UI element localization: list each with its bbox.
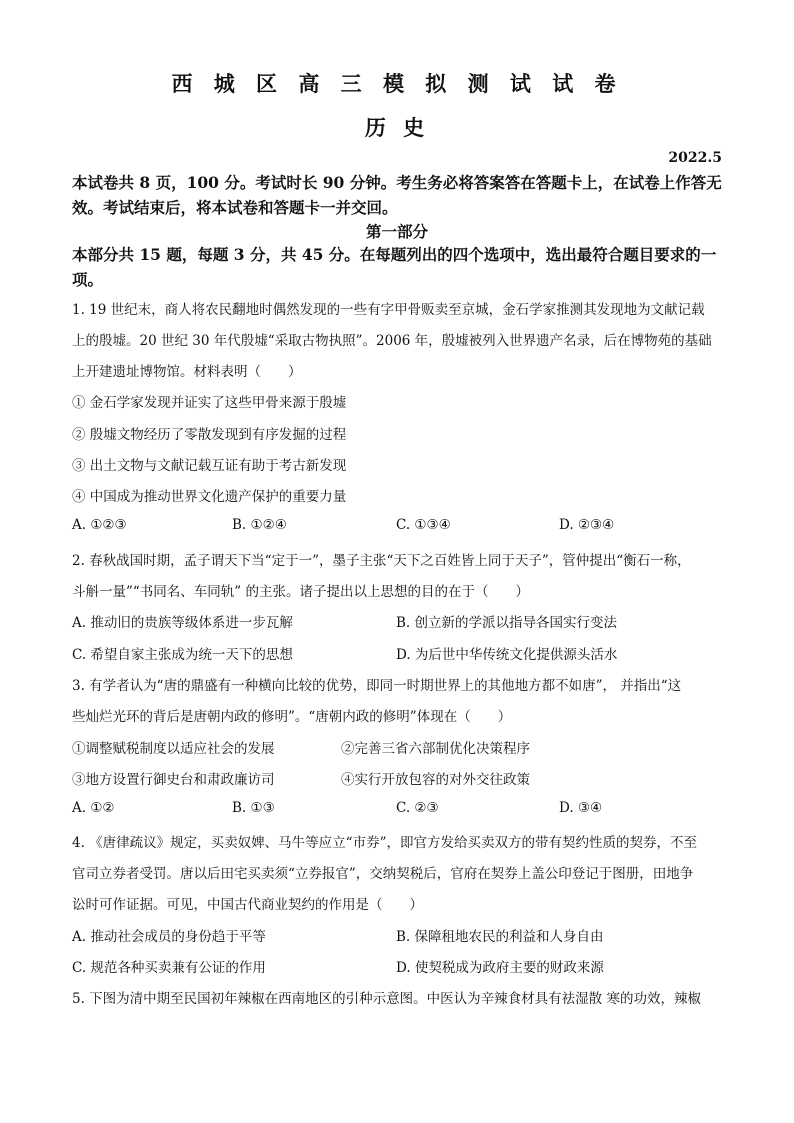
q1-stem-line: 上的殷墟。20 世纪 30 年代殷墟“采取古物执照”。2006 年，殷墟被列入世界遗产名录，后在博物苑的基础	[72, 333, 712, 349]
q2-option-c: C. 希望自家主张成为统一天下的思想	[72, 647, 293, 663]
q4-stem-line: 讼时可作证据。可见，中国古代商业契约的作用是（ ）	[72, 897, 423, 913]
q1-option-d: D. ②③④	[559, 517, 615, 533]
q4-stem-line: 4. 《唐律疏议》规定，买卖奴婢、马牛等应立“市券”，即官方发给买卖双方的带有契约性质的契券，不至	[72, 835, 697, 851]
q1-statement: ① 金石学家发现并证实了这些甲骨来源于殷墟	[72, 395, 347, 411]
q1-option-b: B. ①②④	[232, 517, 287, 533]
part-title: 第一部分	[365, 222, 428, 241]
q3-option-d: D. ③④	[559, 800, 603, 816]
q2-option-b: B. 创立新的学派以指导各国实行变法	[396, 615, 618, 631]
q2-option-a: A. 推动旧的贵族等级体系进一步瓦解	[72, 615, 293, 631]
q2-option-d: D. 为后世中华传统文化提供源头活水	[396, 647, 618, 663]
q1-statement: ② 殷墟文物经历了零散发现到有序发掘的过程	[72, 427, 347, 443]
subject-title: 历 史	[364, 115, 430, 140]
q3-stem-line: 些灿烂光环的背后是唐朝内政的修明”。“唐朝内政的修明”体现在（ ）	[72, 709, 512, 725]
q3-stem-line: 3. 有学者认为“唐的鼎盛有一种横向比较的优势，即同一时期世界上的其他地方都不如唐”， 并指出“这	[72, 678, 682, 694]
part-description: 本部分共 15 题，每题 3 分，共 45 分。在每题列出的四个选项中，选出最符合题目要求的一项。	[72, 245, 717, 289]
q4-option-d: D. 使契税成为政府主要的财政来源	[396, 960, 604, 976]
q1-statement: ④ 中国成为推动世界文化遗产保护的重要力量	[72, 489, 347, 505]
q1-option-c: C. ①③④	[396, 517, 451, 533]
exam-date: 2022.5	[668, 150, 722, 166]
q3-statement: ③地方设置行御史台和肃政廉访司	[72, 772, 275, 788]
q2-stem-line: 2. 春秋战国时期，孟子谓天下当“定于一”，墨子主张“天下之百姓皆上同于天子”，管仲提出“衡石一称，	[72, 553, 691, 569]
q3-option-b: B. ①③	[232, 800, 275, 816]
q5-stem-line: 5. 下图为清中期至民国初年辣椒在西南地区的引种示意图。中医认为辛辣食材具有祛湿散 寒的功效，辣椒	[72, 991, 701, 1007]
q1-stem-line: 上开建遗址博物馆。材料表明（ ）	[72, 364, 302, 380]
q1-stem-line: 1. 19 世纪末，商人将农民翻地时偶然发现的一些有字甲骨贩卖至京城，金石学家推测其发现地为文献记载	[72, 302, 705, 318]
q1-statement: ③ 出土文物与文献记载互证有助于考古新发现	[72, 458, 347, 474]
q2-stem-line: 斗斛一量”“书同名、车同轨” 的主张。诸子提出以上思想的目的在于（ ）	[72, 584, 529, 600]
q3-statement: ①调整赋税制度以适应社会的发展	[72, 741, 275, 757]
q3-option-c: C. ②③	[396, 800, 439, 816]
exam-title: 西 城 区 高 三 模 拟 测 试 试 卷	[171, 71, 623, 96]
exam-instructions: 本试卷共 8 页，100 分。考试时长 90 分钟。考生务必将答案答在答题卡上，在试卷上作答无效。考试结束后，将本试卷和答题卡一并交回。	[72, 173, 722, 217]
q4-stem-line: 官司立券者受罚。唐以后田宅买卖须“立券报官”，交纳契税后，官府在契券上盖公印登记于图册，田地争	[72, 866, 694, 882]
q3-statement: ④实行开放包容的对外交往政策	[341, 772, 530, 788]
q4-option-a: A. 推动社会成员的身份趋于平等	[72, 929, 266, 945]
q3-option-a: A. ①②	[72, 800, 115, 816]
q1-option-a: A. ①②③	[72, 517, 127, 533]
q4-option-b: B. 保障租地农民的利益和人身自由	[396, 929, 604, 945]
q3-statement: ②完善三省六部制优化决策程序	[341, 741, 530, 757]
q4-option-c: C. 规范各种买卖兼有公证的作用	[72, 960, 266, 976]
